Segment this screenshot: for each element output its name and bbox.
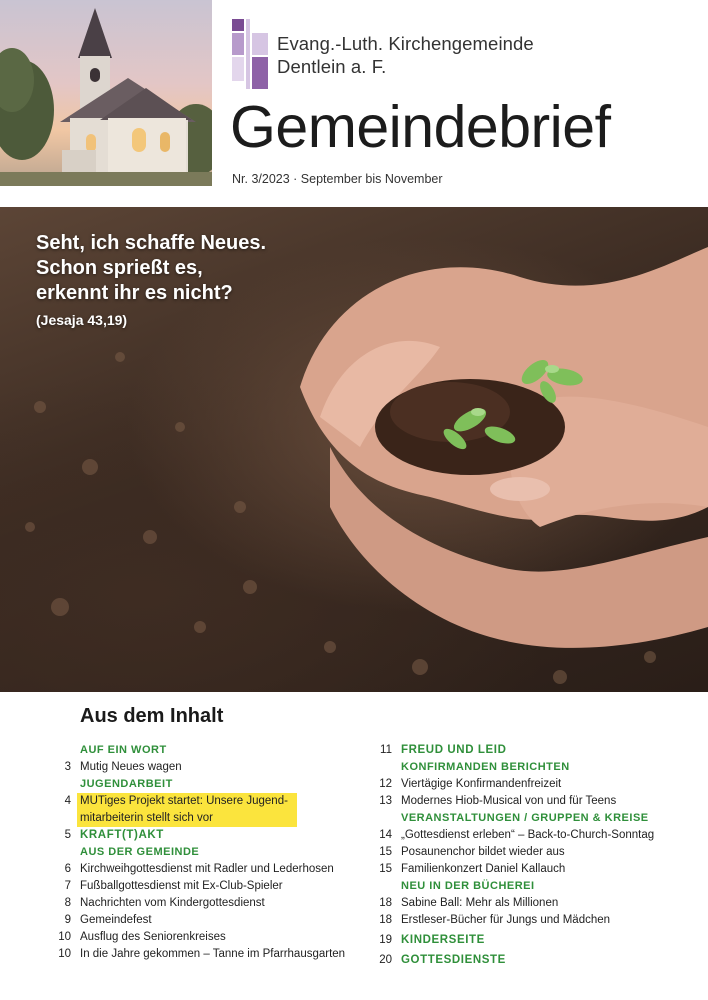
page-number: 14 [379, 829, 392, 841]
toc-entry[interactable] [374, 912, 704, 929]
toc-section-entry[interactable] [374, 742, 704, 759]
toc-entry[interactable] [54, 759, 374, 776]
section-title: VERANSTALTUNGEN / GRUPPEN & KREISE [401, 812, 649, 824]
quote-reference: (Jesaja 43,19) [36, 312, 128, 328]
entry-title: Kirchweihgottesdienst mit Radler und Lederhosen [80, 863, 334, 875]
page-number: 3 [64, 761, 71, 773]
page-number: 15 [379, 846, 392, 858]
entry-title: Fußballgottesdienst mit Ex-Club-Spieler [80, 880, 283, 892]
page-number: 13 [379, 795, 392, 807]
page-number: 10 [58, 948, 71, 960]
toc-entry[interactable] [374, 844, 704, 861]
page-number: 7 [64, 880, 71, 892]
toc-section [374, 810, 704, 827]
toc-section-entry[interactable] [374, 952, 704, 969]
toc-entry[interactable] [54, 929, 374, 946]
toc-entry[interactable] [374, 776, 704, 793]
toc-entry[interactable] [54, 895, 374, 912]
toc-entry[interactable] [374, 827, 704, 844]
page-number: 8 [64, 897, 71, 909]
page-number: 18 [379, 914, 392, 926]
toc-entry[interactable] [54, 878, 374, 895]
section-title: JUGENDARBEIT [80, 778, 173, 790]
toc-section [54, 742, 374, 759]
toc-section-entry[interactable] [54, 827, 374, 844]
entry-title: Modernes Hiob-Musical von und für Teens [401, 795, 617, 807]
page-number: 15 [379, 863, 392, 875]
parish-name [277, 32, 534, 78]
page-number: 6 [64, 863, 71, 875]
toc-entry[interactable] [54, 946, 374, 963]
toc-section-entry[interactable] [374, 932, 704, 949]
contents-left-column [54, 742, 374, 963]
quote-line-1: Seht, ich schaffe Neues. [36, 232, 267, 254]
hero-image [0, 207, 708, 692]
page-number: 12 [379, 778, 392, 790]
newsletter-title: Gemeindebrief [230, 94, 611, 160]
page-number: 9 [64, 914, 71, 926]
church-photo [0, 0, 212, 186]
section-title: KRAFT(T)AKT [80, 829, 164, 841]
page-number: 18 [379, 897, 392, 909]
page-number: 19 [379, 934, 392, 946]
section-title: AUF EIN WORT [80, 744, 167, 756]
toc-entry-highlighted[interactable] [54, 793, 374, 827]
toc-entry[interactable] [374, 793, 704, 810]
toc-entry[interactable] [54, 912, 374, 929]
quote-line-3: erkennt ihr es nicht? [36, 282, 233, 304]
page-number: 4 [64, 795, 71, 807]
entry-title: Nachrichten vom Kindergottesdienst [80, 897, 265, 909]
parish-line-1: Evang.-Luth. Kirchengemeinde [277, 33, 534, 54]
section-title: FREUD UND LEID [401, 744, 507, 756]
entry-title: MUTiges Projekt startet: Unsere Jugend-mitarbeiterin stellt sich vor [77, 793, 297, 827]
entry-title: Viertägige Konfirmandenfreizeit [401, 778, 562, 790]
toc-entry[interactable] [374, 895, 704, 912]
issue-info: Nr. 3/2023 · September bis November [232, 172, 443, 186]
page-number: 10 [58, 931, 71, 943]
toc-entry[interactable] [54, 861, 374, 878]
parish-line-2: Dentlein a. F. [277, 56, 387, 77]
entry-title: Familienkonzert Daniel Kallauch [401, 863, 566, 875]
page-number: 20 [379, 954, 392, 966]
page-number: 11 [380, 744, 392, 756]
entry-title: In die Jahre gekommen – Tanne im Pfarrhausgarten [80, 948, 346, 960]
section-title: KINDERSEITE [401, 934, 485, 946]
toc-section [54, 776, 374, 793]
section-title: GOTTESDIENSTE [401, 954, 506, 966]
toc-section [374, 878, 704, 895]
entry-title: Erstleser-Bücher für Jungs und Mädchen [401, 914, 611, 926]
entry-title: Ausflug des Seniorenkreises [80, 931, 226, 943]
entry-title: Posaunenchor bildet wieder aus [401, 846, 565, 858]
section-title: AUS DER GEMEINDE [80, 846, 200, 858]
toc-section [374, 759, 704, 776]
entry-title: Gemeindefest [80, 914, 152, 926]
toc-section [54, 844, 374, 861]
parish-logo [232, 19, 268, 89]
bible-quote [36, 231, 266, 330]
entry-title: Sabine Ball: Mehr als Millionen [401, 897, 559, 909]
page-number: 5 [64, 829, 71, 841]
contents-heading: Aus dem Inhalt [80, 705, 224, 727]
quote-line-2: Schon sprießt es, [36, 257, 203, 279]
section-title: KONFIRMANDEN BERICHTEN [401, 761, 570, 773]
toc-entry[interactable] [374, 861, 704, 878]
section-title: NEU IN DER BÜCHEREI [401, 880, 535, 892]
contents-right-column [374, 742, 704, 969]
entry-title: Mutig Neues wagen [80, 761, 182, 773]
entry-title: „Gottesdienst erleben“ – Back-to-Church-Sonntag [401, 829, 655, 841]
